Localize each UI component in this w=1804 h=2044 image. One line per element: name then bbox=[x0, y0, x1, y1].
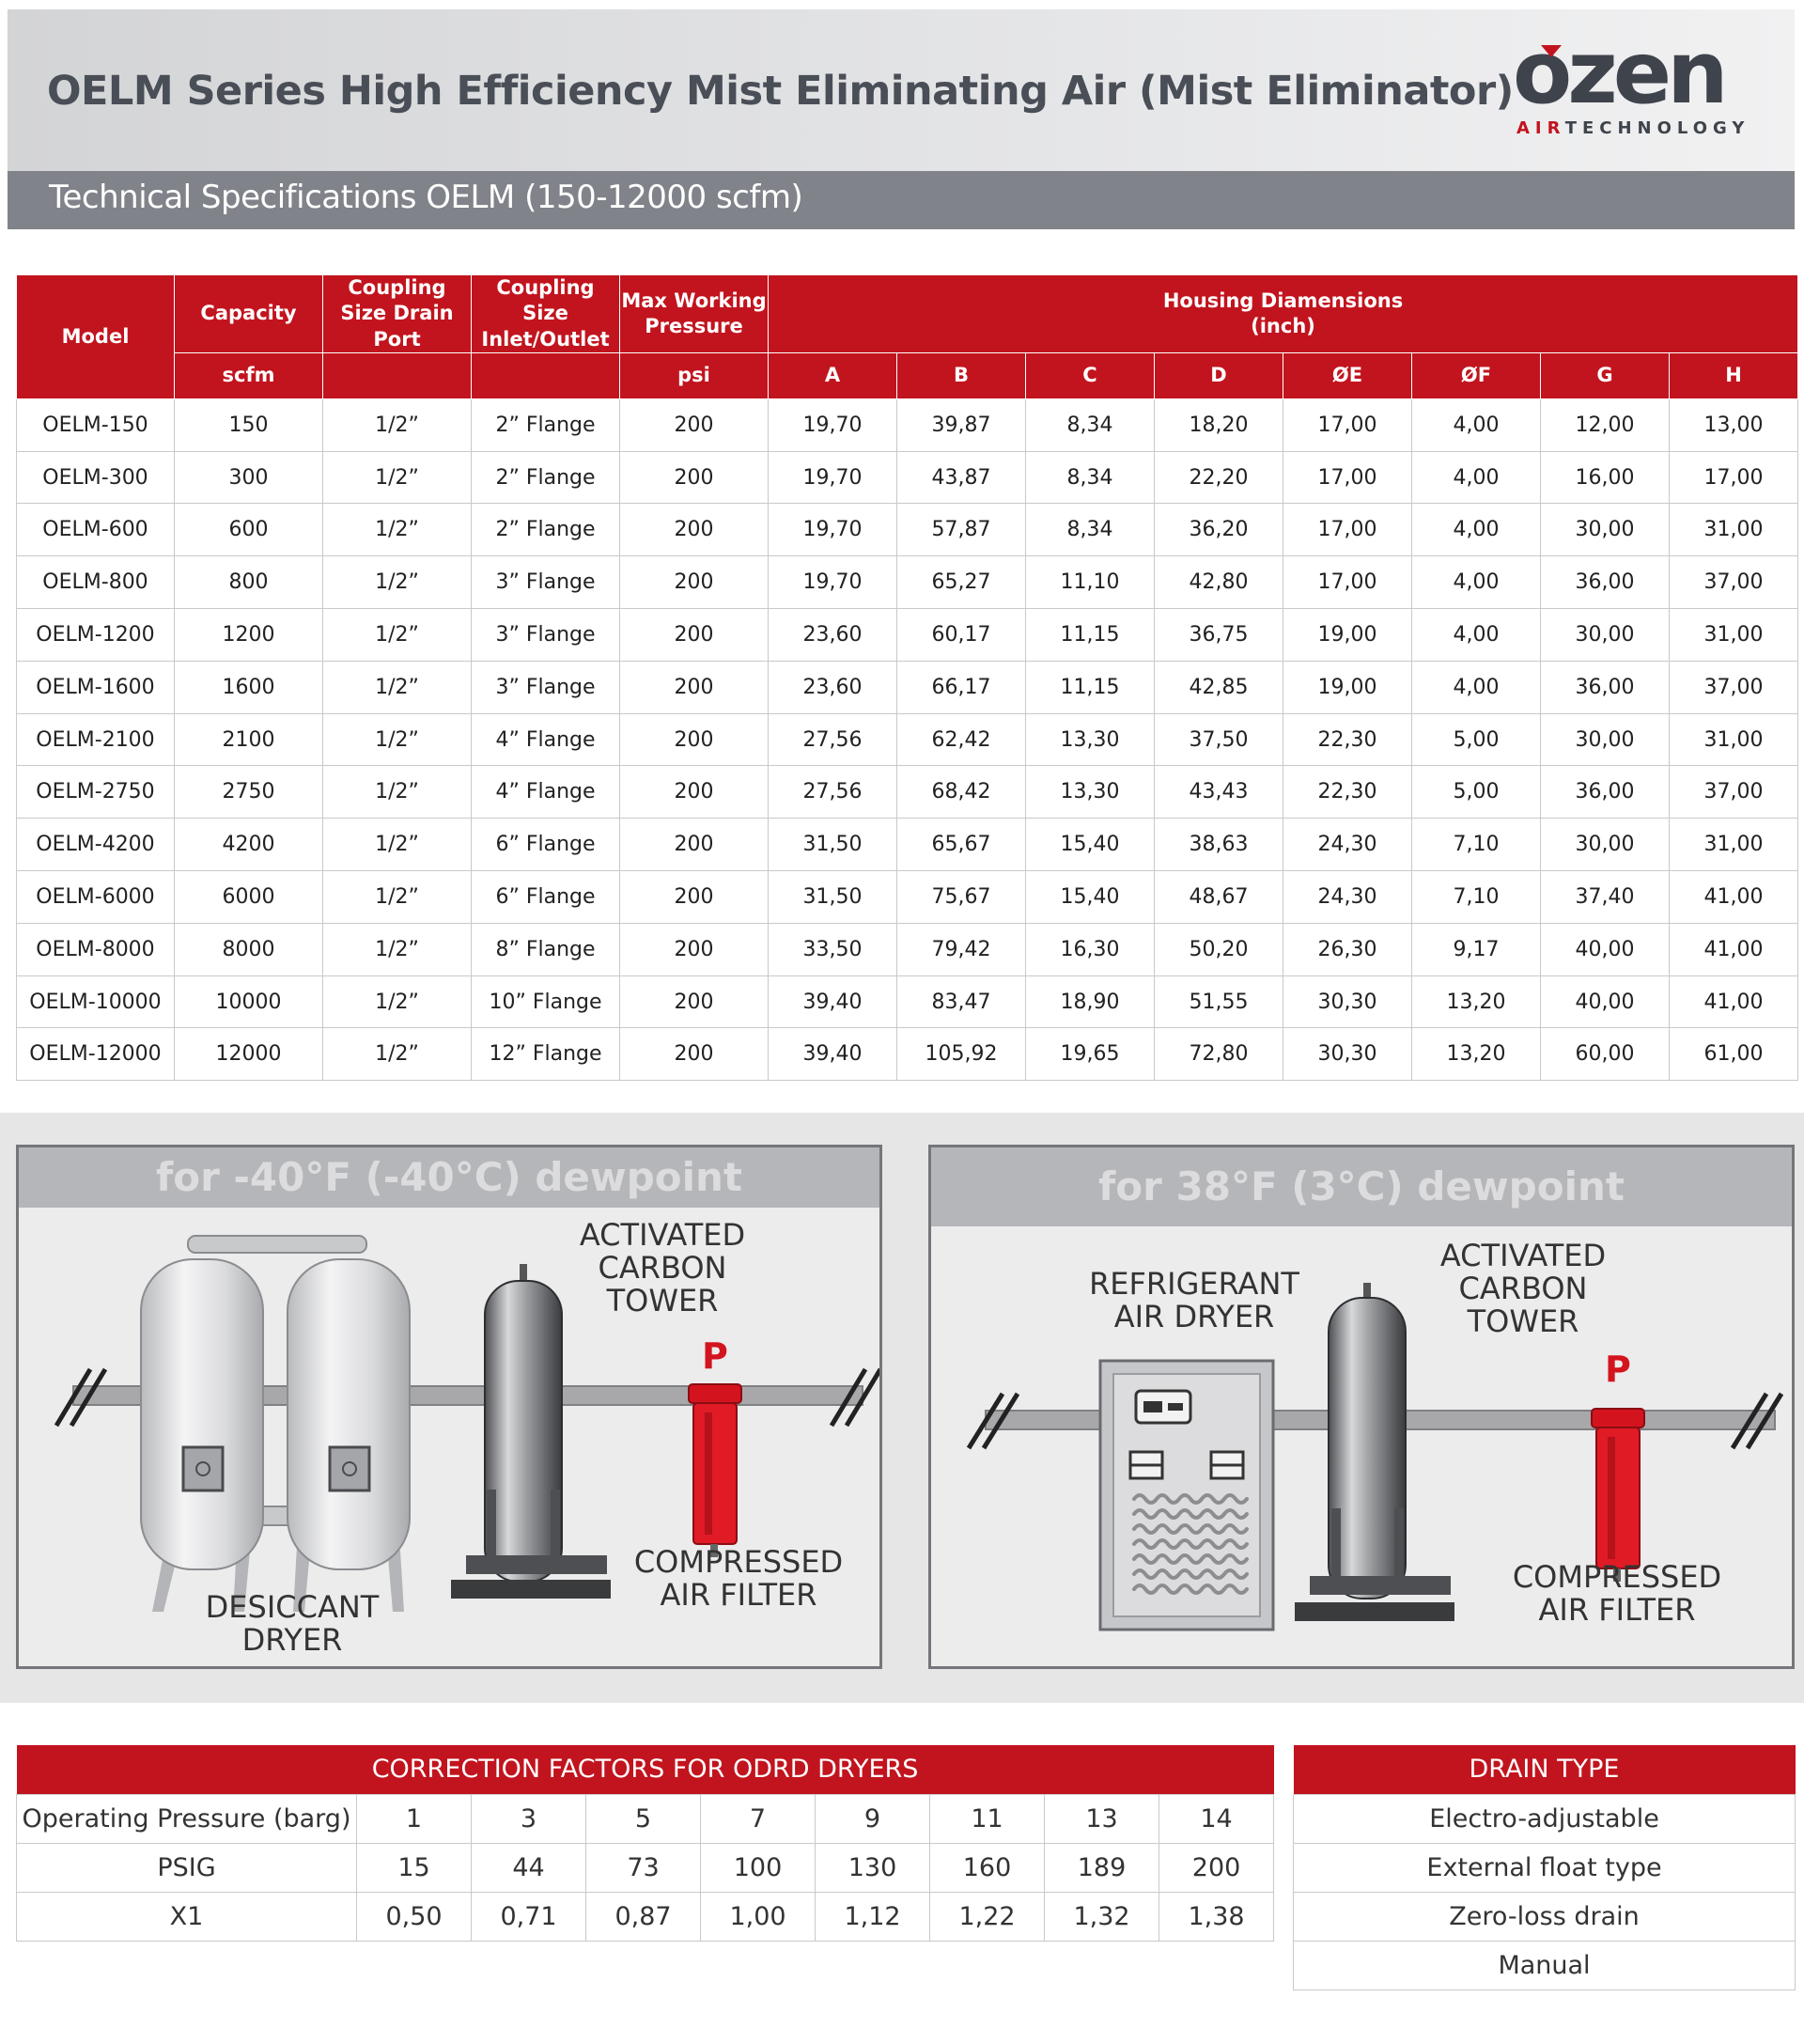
drain-type-item: Electro-adjustable bbox=[1294, 1794, 1796, 1843]
table-row bbox=[17, 661, 1798, 713]
correction-value: 5 bbox=[586, 1794, 701, 1843]
table-cell: 17,00 bbox=[1283, 504, 1412, 556]
table-cell: 150 bbox=[175, 398, 323, 451]
drain-type-item: Zero-loss drain bbox=[1294, 1892, 1796, 1941]
table-cell: 1200 bbox=[175, 609, 323, 662]
table-cell: 1/2” bbox=[323, 1028, 472, 1081]
table-row bbox=[17, 923, 1798, 975]
table-row bbox=[17, 975, 1798, 1028]
table-row bbox=[17, 1028, 1798, 1081]
table-cell: 13,30 bbox=[1026, 766, 1155, 819]
table-row bbox=[17, 871, 1798, 924]
table-cell: 36,00 bbox=[1541, 661, 1670, 713]
table-cell: 19,00 bbox=[1283, 661, 1412, 713]
table-cell: 60,00 bbox=[1541, 1028, 1670, 1081]
table-cell: 4,00 bbox=[1412, 609, 1541, 662]
table-cell: 37,00 bbox=[1670, 661, 1798, 713]
table-cell: 4,00 bbox=[1412, 451, 1541, 504]
header-model: Model bbox=[17, 275, 175, 399]
table-row bbox=[17, 766, 1798, 819]
correction-row bbox=[17, 1843, 1274, 1892]
table-cell: 200 bbox=[620, 819, 769, 871]
table-cell: 4,00 bbox=[1412, 504, 1541, 556]
refrigerant-panel-title: for 38°F (3°C) dewpoint bbox=[931, 1147, 1792, 1226]
table-cell: 19,70 bbox=[769, 398, 897, 451]
logo-triangle-icon bbox=[1541, 45, 1562, 57]
table-cell: 37,40 bbox=[1541, 871, 1670, 924]
table-cell: 2750 bbox=[175, 766, 323, 819]
filter-p-mark: P bbox=[1605, 1349, 1631, 1390]
table-cell: 19,70 bbox=[769, 556, 897, 609]
table-cell: 5,00 bbox=[1412, 713, 1541, 766]
table-cell: 60,17 bbox=[897, 609, 1026, 662]
correction-value: 15 bbox=[357, 1843, 472, 1892]
dim-g: G bbox=[1541, 352, 1670, 398]
table-cell: 43,87 bbox=[897, 451, 1026, 504]
table-cell: 65,67 bbox=[897, 819, 1026, 871]
specifications-body bbox=[17, 398, 1798, 1080]
table-cell: 30,30 bbox=[1283, 1028, 1412, 1081]
logo-word: ozen bbox=[1513, 23, 1724, 123]
table-cell: 3” Flange bbox=[472, 609, 620, 662]
table-cell: 30,00 bbox=[1541, 609, 1670, 662]
correction-value: 13 bbox=[1045, 1794, 1159, 1843]
table-cell: 200 bbox=[620, 398, 769, 451]
table-cell: 36,00 bbox=[1541, 766, 1670, 819]
table-row bbox=[17, 819, 1798, 871]
table-cell: 18,20 bbox=[1155, 398, 1283, 451]
table-cell: 42,80 bbox=[1155, 556, 1283, 609]
logo-tagline: AIRTECHNOLOGY bbox=[1516, 118, 1750, 138]
left-carbon-tower-label: ACTIVATED CARBON TOWER bbox=[579, 1217, 746, 1319]
table-cell: 4200 bbox=[175, 819, 323, 871]
table-cell: 13,00 bbox=[1670, 398, 1798, 451]
correction-value: 0,71 bbox=[472, 1892, 586, 1941]
table-cell: OELM-1200 bbox=[17, 609, 175, 662]
dim-f: ØF bbox=[1412, 352, 1541, 398]
table-cell: 17,00 bbox=[1283, 556, 1412, 609]
table-cell: 7,10 bbox=[1412, 819, 1541, 871]
table-cell: 30,00 bbox=[1541, 504, 1670, 556]
table-cell: 27,56 bbox=[769, 713, 897, 766]
table-row bbox=[17, 713, 1798, 766]
table-cell: 1/2” bbox=[323, 923, 472, 975]
section-header bbox=[8, 171, 1795, 229]
table-cell: 13,20 bbox=[1412, 975, 1541, 1028]
correction-value: 7 bbox=[701, 1794, 816, 1843]
table-cell: 2” Flange bbox=[472, 504, 620, 556]
correction-value: 1,12 bbox=[816, 1892, 930, 1941]
table-cell: 200 bbox=[620, 451, 769, 504]
correction-row bbox=[17, 1892, 1274, 1941]
correction-value: 100 bbox=[701, 1843, 816, 1892]
table-cell: 6” Flange bbox=[472, 819, 620, 871]
table-cell: 23,60 bbox=[769, 609, 897, 662]
correction-row-label: X1 bbox=[17, 1892, 357, 1941]
table-cell: 1/2” bbox=[323, 713, 472, 766]
table-cell: 10” Flange bbox=[472, 975, 620, 1028]
table-cell: 31,50 bbox=[769, 871, 897, 924]
table-cell: 39,40 bbox=[769, 975, 897, 1028]
table-cell: 19,65 bbox=[1026, 1028, 1155, 1081]
table-cell: 10000 bbox=[175, 975, 323, 1028]
table-cell: 19,70 bbox=[769, 451, 897, 504]
table-cell: OELM-6000 bbox=[17, 871, 175, 924]
refrigerant-dryer bbox=[1100, 1361, 1273, 1630]
table-cell: 8,34 bbox=[1026, 451, 1155, 504]
table-cell: 4,00 bbox=[1412, 556, 1541, 609]
table-cell: 200 bbox=[620, 504, 769, 556]
table-cell: 8000 bbox=[175, 923, 323, 975]
table-cell: 13,30 bbox=[1026, 713, 1155, 766]
header-capacity: Capacity bbox=[175, 275, 323, 353]
table-cell: 15,40 bbox=[1026, 819, 1155, 871]
table-cell: OELM-8000 bbox=[17, 923, 175, 975]
correction-value: 0,50 bbox=[357, 1892, 472, 1941]
correction-value: 0,87 bbox=[586, 1892, 701, 1941]
table-cell: 4” Flange bbox=[472, 766, 620, 819]
header-drain-port: Coupling Size Drain Port bbox=[323, 275, 472, 353]
table-cell: 2100 bbox=[175, 713, 323, 766]
table-cell: 12000 bbox=[175, 1028, 323, 1081]
table-cell: OELM-800 bbox=[17, 556, 175, 609]
unit-capacity: scfm bbox=[175, 352, 323, 398]
table-row bbox=[17, 609, 1798, 662]
table-cell: 200 bbox=[620, 1028, 769, 1081]
table-cell: 6000 bbox=[175, 871, 323, 924]
table-cell: 4,00 bbox=[1412, 398, 1541, 451]
table-cell: 62,42 bbox=[897, 713, 1026, 766]
drain-row bbox=[1294, 1892, 1796, 1941]
table-cell: 19,70 bbox=[769, 504, 897, 556]
unit-inlet-outlet bbox=[472, 352, 620, 398]
table-cell: 68,42 bbox=[897, 766, 1026, 819]
drain-body bbox=[1294, 1794, 1796, 1989]
table-cell: 72,80 bbox=[1155, 1028, 1283, 1081]
compressed-air-filter bbox=[689, 1384, 741, 1557]
correction-value: 73 bbox=[586, 1843, 701, 1892]
table-cell: 39,87 bbox=[897, 398, 1026, 451]
table-cell: 61,00 bbox=[1670, 1028, 1798, 1081]
table-cell: 30,30 bbox=[1283, 975, 1412, 1028]
header-housing: Housing Diamensions (inch) bbox=[769, 275, 1798, 353]
table-cell: 1/2” bbox=[323, 398, 472, 451]
ozen-logo bbox=[1513, 23, 1757, 138]
table-cell: 8,34 bbox=[1026, 398, 1155, 451]
table-cell: 75,67 bbox=[897, 871, 1026, 924]
table-row bbox=[17, 398, 1798, 451]
table-cell: 17,00 bbox=[1283, 451, 1412, 504]
table-cell: OELM-1600 bbox=[17, 661, 175, 713]
table-cell: OELM-10000 bbox=[17, 975, 175, 1028]
section-title: Technical Specifications OELM (150-12000 scfm) bbox=[49, 179, 803, 216]
table-cell: 8” Flange bbox=[472, 923, 620, 975]
page-title: OELM Series High Efficiency Mist Eliminating Air (Mist Eliminator) bbox=[47, 68, 1514, 115]
table-row bbox=[17, 556, 1798, 609]
specifications-table bbox=[16, 274, 1798, 1081]
table-cell: 27,56 bbox=[769, 766, 897, 819]
table-cell: 66,17 bbox=[897, 661, 1026, 713]
correction-value: 160 bbox=[930, 1843, 1045, 1892]
table-cell: 33,50 bbox=[769, 923, 897, 975]
table-cell: 31,00 bbox=[1670, 713, 1798, 766]
table-cell: 1/2” bbox=[323, 451, 472, 504]
table-cell: 36,00 bbox=[1541, 556, 1670, 609]
table-cell: 36,20 bbox=[1155, 504, 1283, 556]
table-cell: 40,00 bbox=[1541, 923, 1670, 975]
unit-drain-port bbox=[323, 352, 472, 398]
table-cell: 51,55 bbox=[1155, 975, 1283, 1028]
correction-value: 1,38 bbox=[1159, 1892, 1274, 1941]
desiccant-panel-title: for -40°F (-40°C) dewpoint bbox=[19, 1147, 879, 1208]
table-cell: 200 bbox=[620, 975, 769, 1028]
table-cell: 8,34 bbox=[1026, 504, 1155, 556]
table-cell: 7,10 bbox=[1412, 871, 1541, 924]
table-cell: 1/2” bbox=[323, 766, 472, 819]
correction-row-label: Operating Pressure (barg) bbox=[17, 1794, 357, 1843]
dim-a: A bbox=[769, 352, 897, 398]
table-cell: OELM-150 bbox=[17, 398, 175, 451]
table-cell: 24,30 bbox=[1283, 819, 1412, 871]
table-cell: OELM-12000 bbox=[17, 1028, 175, 1081]
table-cell: 4,00 bbox=[1412, 661, 1541, 713]
desiccant-dryer bbox=[141, 1236, 410, 1612]
table-cell: 22,30 bbox=[1283, 713, 1412, 766]
table-cell: 19,00 bbox=[1283, 609, 1412, 662]
table-cell: OELM-2750 bbox=[17, 766, 175, 819]
table-cell: 200 bbox=[620, 871, 769, 924]
table-cell: 38,63 bbox=[1155, 819, 1283, 871]
table-cell: 2” Flange bbox=[472, 398, 620, 451]
table-cell: 200 bbox=[620, 766, 769, 819]
dim-c: C bbox=[1026, 352, 1155, 398]
desiccant-dryer-label: DESICCANT DRYER bbox=[205, 1589, 380, 1659]
table-cell: 50,20 bbox=[1155, 923, 1283, 975]
table-cell: 200 bbox=[620, 609, 769, 662]
table-cell: 30,00 bbox=[1541, 713, 1670, 766]
correction-factors-table bbox=[16, 1745, 1274, 1942]
filter-p-mark: P bbox=[702, 1335, 728, 1377]
dim-d: D bbox=[1155, 352, 1283, 398]
correction-value: 130 bbox=[816, 1843, 930, 1892]
table-cell: 5,00 bbox=[1412, 766, 1541, 819]
table-cell: 37,50 bbox=[1155, 713, 1283, 766]
table-cell: 22,20 bbox=[1155, 451, 1283, 504]
dim-h: H bbox=[1670, 352, 1798, 398]
correction-value: 9 bbox=[816, 1794, 930, 1843]
table-cell: 43,43 bbox=[1155, 766, 1283, 819]
table-cell: 79,42 bbox=[897, 923, 1026, 975]
header-inlet-outlet: Coupling Size Inlet/Outlet bbox=[472, 275, 620, 353]
correction-value: 189 bbox=[1045, 1843, 1159, 1892]
table-cell: 39,40 bbox=[769, 1028, 897, 1081]
correction-body bbox=[17, 1794, 1274, 1941]
correction-value: 1,22 bbox=[930, 1892, 1045, 1941]
table-cell: 1/2” bbox=[323, 975, 472, 1028]
table-cell: 18,90 bbox=[1026, 975, 1155, 1028]
table-row bbox=[17, 451, 1798, 504]
table-cell: 31,50 bbox=[769, 819, 897, 871]
dim-b: B bbox=[897, 352, 1026, 398]
table-cell: 41,00 bbox=[1670, 923, 1798, 975]
drain-title: DRAIN TYPE bbox=[1294, 1745, 1796, 1794]
table-cell: 1/2” bbox=[323, 609, 472, 662]
table-cell: 4” Flange bbox=[472, 713, 620, 766]
table-cell: 200 bbox=[620, 661, 769, 713]
refrigerant-diagram-panel bbox=[928, 1145, 1795, 1669]
table-cell: OELM-300 bbox=[17, 451, 175, 504]
table-cell: 40,00 bbox=[1541, 975, 1670, 1028]
refrigerant-dryer-label: REFRIGERANT AIR DRYER bbox=[1089, 1266, 1299, 1335]
table-cell: 65,27 bbox=[897, 556, 1026, 609]
table-cell: 36,75 bbox=[1155, 609, 1283, 662]
table-cell: 1/2” bbox=[323, 504, 472, 556]
table-cell: 800 bbox=[175, 556, 323, 609]
table-cell: 105,92 bbox=[897, 1028, 1026, 1081]
correction-value: 44 bbox=[472, 1843, 586, 1892]
table-cell: 24,30 bbox=[1283, 871, 1412, 924]
table-cell: OELM-2100 bbox=[17, 713, 175, 766]
table-cell: 83,47 bbox=[897, 975, 1026, 1028]
correction-value: 200 bbox=[1159, 1843, 1274, 1892]
drain-type-table bbox=[1293, 1745, 1796, 1990]
table-row bbox=[17, 504, 1798, 556]
correction-title: CORRECTION FACTORS FOR ODRD DRYERS bbox=[17, 1745, 1274, 1794]
correction-value: 1,00 bbox=[701, 1892, 816, 1941]
unit-pressure: psi bbox=[620, 352, 769, 398]
table-cell: 15,40 bbox=[1026, 871, 1155, 924]
table-cell: 11,15 bbox=[1026, 661, 1155, 713]
table-cell: 9,17 bbox=[1412, 923, 1541, 975]
drain-row bbox=[1294, 1941, 1796, 1989]
table-cell: 30,00 bbox=[1541, 819, 1670, 871]
table-cell: 42,85 bbox=[1155, 661, 1283, 713]
table-cell: OELM-600 bbox=[17, 504, 175, 556]
table-cell: 22,30 bbox=[1283, 766, 1412, 819]
table-cell: 3” Flange bbox=[472, 556, 620, 609]
table-cell: 31,00 bbox=[1670, 609, 1798, 662]
table-cell: 200 bbox=[620, 556, 769, 609]
right-carbon-tower-label: ACTIVATED CARBON TOWER bbox=[1439, 1238, 1607, 1340]
table-cell: 37,00 bbox=[1670, 766, 1798, 819]
table-cell: 37,00 bbox=[1670, 556, 1798, 609]
table-cell: 1/2” bbox=[323, 556, 472, 609]
table-cell: 12,00 bbox=[1541, 398, 1670, 451]
table-cell: 17,00 bbox=[1670, 451, 1798, 504]
table-cell: 11,15 bbox=[1026, 609, 1155, 662]
right-filter-label: COMPRESSED AIR FILTER bbox=[1512, 1559, 1722, 1629]
table-cell: 23,60 bbox=[769, 661, 897, 713]
drain-row bbox=[1294, 1794, 1796, 1843]
correction-row bbox=[17, 1794, 1274, 1843]
table-cell: 16,00 bbox=[1541, 451, 1670, 504]
drain-row bbox=[1294, 1843, 1796, 1892]
correction-value: 14 bbox=[1159, 1794, 1274, 1843]
table-cell: 3” Flange bbox=[472, 661, 620, 713]
table-cell: 300 bbox=[175, 451, 323, 504]
table-cell: 57,87 bbox=[897, 504, 1026, 556]
table-cell: 17,00 bbox=[1283, 398, 1412, 451]
table-cell: 31,00 bbox=[1670, 504, 1798, 556]
table-cell: 200 bbox=[620, 923, 769, 975]
correction-value: 1 bbox=[357, 1794, 472, 1843]
table-cell: 1/2” bbox=[323, 661, 472, 713]
correction-row-label: PSIG bbox=[17, 1843, 357, 1892]
correction-value: 11 bbox=[930, 1794, 1045, 1843]
table-cell: OELM-4200 bbox=[17, 819, 175, 871]
table-cell: 2” Flange bbox=[472, 451, 620, 504]
table-cell: 16,30 bbox=[1026, 923, 1155, 975]
correction-value: 1,32 bbox=[1045, 1892, 1159, 1941]
table-cell: 1600 bbox=[175, 661, 323, 713]
table-cell: 600 bbox=[175, 504, 323, 556]
table-cell: 1/2” bbox=[323, 819, 472, 871]
compressed-air-filter bbox=[1592, 1409, 1644, 1582]
table-cell: 12” Flange bbox=[472, 1028, 620, 1081]
header-pressure: Max Working Pressure bbox=[620, 275, 769, 353]
dim-e: ØE bbox=[1283, 352, 1412, 398]
table-cell: 13,20 bbox=[1412, 1028, 1541, 1081]
table-cell: 41,00 bbox=[1670, 975, 1798, 1028]
table-cell: 48,67 bbox=[1155, 871, 1283, 924]
table-cell: 41,00 bbox=[1670, 871, 1798, 924]
table-cell: 200 bbox=[620, 713, 769, 766]
table-cell: 6” Flange bbox=[472, 871, 620, 924]
correction-value: 3 bbox=[472, 1794, 586, 1843]
left-filter-label: COMPRESSED AIR FILTER bbox=[633, 1544, 844, 1614]
table-cell: 31,00 bbox=[1670, 819, 1798, 871]
drain-type-item: External float type bbox=[1294, 1843, 1796, 1892]
desiccant-diagram-panel bbox=[16, 1145, 882, 1669]
table-cell: 11,10 bbox=[1026, 556, 1155, 609]
table-cell: 1/2” bbox=[323, 871, 472, 924]
drain-type-item: Manual bbox=[1294, 1941, 1796, 1989]
table-cell: 26,30 bbox=[1283, 923, 1412, 975]
